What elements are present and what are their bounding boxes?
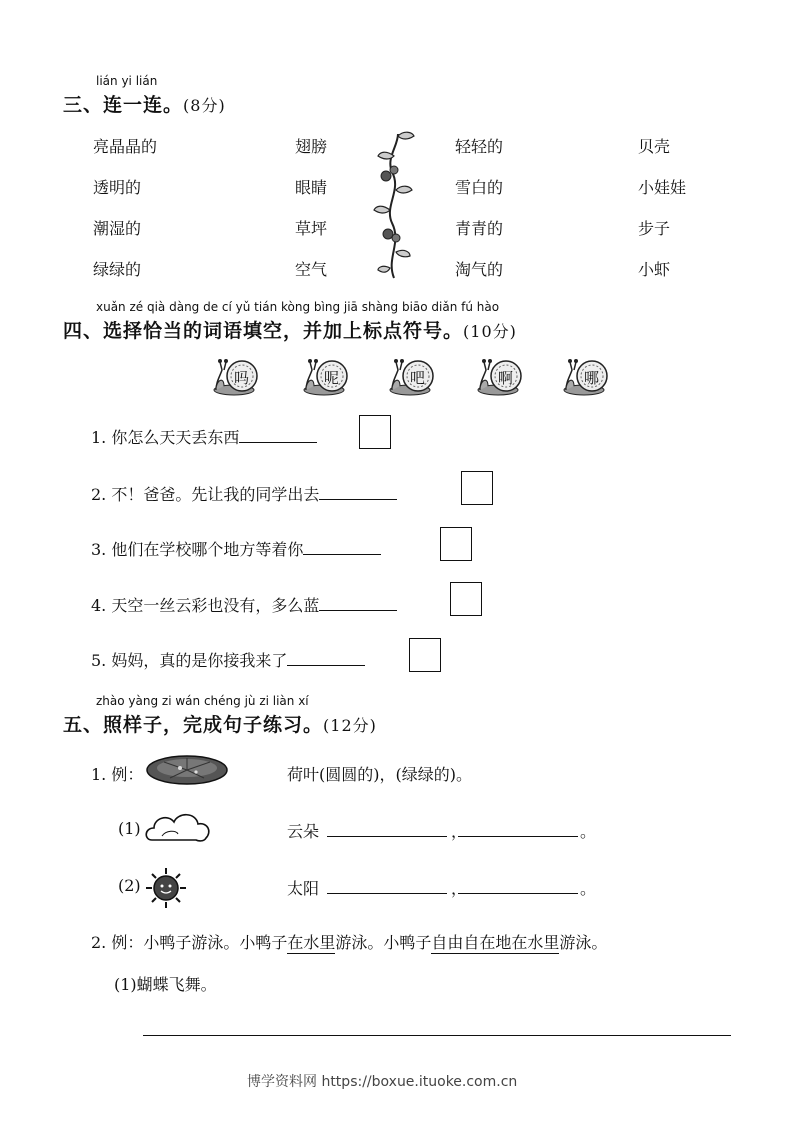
section3-col3 bbox=[455, 134, 503, 298]
period: 。 bbox=[580, 822, 597, 841]
question-text: 5. 妈妈，真的是你接我来了 bbox=[91, 651, 288, 670]
item2-label: (2) bbox=[118, 876, 141, 895]
answer-blank[interactable] bbox=[458, 836, 578, 837]
lotus-leaf-icon bbox=[144, 752, 230, 788]
question-1 bbox=[91, 425, 317, 448]
section4-title bbox=[63, 316, 517, 343]
item1-word: 云朵 bbox=[287, 822, 320, 841]
word-item: 淘气的 bbox=[455, 260, 504, 279]
section5-pinyin: zhào yàng zi wán chéng jù zi liàn xí bbox=[96, 694, 309, 708]
answer-blank[interactable] bbox=[327, 836, 447, 837]
answer-blank[interactable] bbox=[327, 893, 447, 894]
answer-line[interactable] bbox=[143, 1035, 731, 1036]
section3-col2 bbox=[295, 134, 327, 298]
sun-icon bbox=[144, 866, 188, 910]
section3-score: (8分) bbox=[183, 96, 226, 115]
question-text: 2. 不！爸爸。先让我的同学出去 bbox=[91, 485, 320, 504]
particle-label: 吗 bbox=[234, 369, 250, 387]
punctuation-box[interactable] bbox=[461, 471, 493, 505]
word-item: 绿绿的 bbox=[93, 260, 142, 279]
word-item: 小虾 bbox=[638, 260, 671, 279]
word-item: 草坪 bbox=[295, 219, 328, 238]
word-item: 小娃娃 bbox=[638, 178, 687, 197]
cloud-icon bbox=[142, 808, 214, 846]
section5-title-text: 五、照样子，完成句子练习。 bbox=[63, 714, 324, 736]
particle-label: 哪 bbox=[584, 369, 600, 387]
question-text: 4. 天空一丝云彩也没有，多么蓝 bbox=[91, 596, 320, 615]
item1-label: (1) bbox=[118, 819, 141, 838]
example2-end: 游泳。 bbox=[559, 933, 608, 952]
question-5 bbox=[91, 648, 365, 671]
example2-underlined-2: 自由自在地在水里 bbox=[431, 933, 560, 952]
snail-icon bbox=[562, 356, 612, 396]
section3-col1 bbox=[93, 134, 157, 298]
question-3 bbox=[91, 537, 381, 560]
question-4 bbox=[91, 593, 397, 616]
word-item: 翅膀 bbox=[295, 137, 328, 156]
section5-title bbox=[63, 710, 377, 737]
example2-prefix: 2. 例：小鸭子游泳。小鸭子 bbox=[91, 933, 288, 952]
section4-score: (10分) bbox=[463, 322, 517, 341]
question-text: 1. 你怎么天天丢东西 bbox=[91, 428, 240, 447]
section5-score: (12分) bbox=[323, 716, 377, 735]
example2-middle: 游泳。小鸭子 bbox=[335, 933, 432, 952]
word-item: 青青的 bbox=[455, 219, 504, 238]
snail-icon bbox=[388, 356, 438, 396]
item2-word: 太阳 bbox=[287, 879, 320, 898]
answer-blank[interactable] bbox=[458, 893, 578, 894]
particle-label: 吧 bbox=[410, 369, 426, 387]
word-item: 眼睛 bbox=[295, 178, 328, 197]
word-item: 潮湿的 bbox=[93, 219, 142, 238]
answer-blank[interactable] bbox=[303, 540, 381, 555]
punctuation-box[interactable] bbox=[359, 415, 391, 449]
footer-watermark: 博学资料网 https://boxue.ituoke.com.cn bbox=[247, 1074, 518, 1090]
section4-title-text: 四、选择恰当的词语填空，并加上标点符号。 bbox=[63, 320, 464, 342]
section3-title-text: 三、连一连。 bbox=[63, 94, 184, 116]
example1-text: 荷叶(圆圆的)，(绿绿的)。 bbox=[287, 765, 472, 784]
snail-icon bbox=[302, 356, 352, 396]
snail-icon bbox=[476, 356, 526, 396]
answer-blank[interactable] bbox=[319, 485, 397, 500]
section4-pinyin: xuǎn zé qià dàng de cí yǔ tián kòng bìng jiā shàng biāo diǎn fú hào bbox=[96, 300, 500, 314]
word-item: 亮晶晶的 bbox=[93, 137, 158, 156]
word-item: 步子 bbox=[638, 219, 671, 238]
vine-divider-icon bbox=[372, 128, 418, 282]
question-text: 3. 他们在学校哪个地方等着你 bbox=[91, 540, 304, 559]
particle-label: 啊 bbox=[498, 369, 514, 387]
word-item: 轻轻的 bbox=[455, 137, 504, 156]
punctuation-box[interactable] bbox=[409, 638, 441, 672]
comma: ， bbox=[451, 822, 468, 841]
item3-text: (1)蝴蝶飞舞。 bbox=[114, 975, 217, 994]
period: 。 bbox=[580, 879, 597, 898]
example2-underlined-1: 在水里 bbox=[287, 933, 336, 952]
section3-col4 bbox=[638, 134, 686, 298]
snail-icon bbox=[212, 356, 262, 396]
example1-label: 1. 例： bbox=[91, 765, 144, 784]
section3-title bbox=[63, 90, 226, 117]
answer-blank[interactable] bbox=[239, 428, 317, 443]
question-2 bbox=[91, 482, 397, 505]
word-item: 透明的 bbox=[93, 178, 142, 197]
answer-blank[interactable] bbox=[319, 596, 397, 611]
word-item: 空气 bbox=[295, 260, 328, 279]
section3-pinyin: lián yi lián bbox=[96, 74, 158, 88]
word-item: 贝壳 bbox=[638, 137, 671, 156]
example2 bbox=[91, 930, 607, 953]
punctuation-box[interactable] bbox=[450, 582, 482, 616]
comma: ， bbox=[451, 879, 468, 898]
particle-label: 呢 bbox=[324, 369, 340, 387]
answer-blank[interactable] bbox=[287, 651, 365, 666]
word-item: 雪白的 bbox=[455, 178, 504, 197]
punctuation-box[interactable] bbox=[440, 527, 472, 561]
